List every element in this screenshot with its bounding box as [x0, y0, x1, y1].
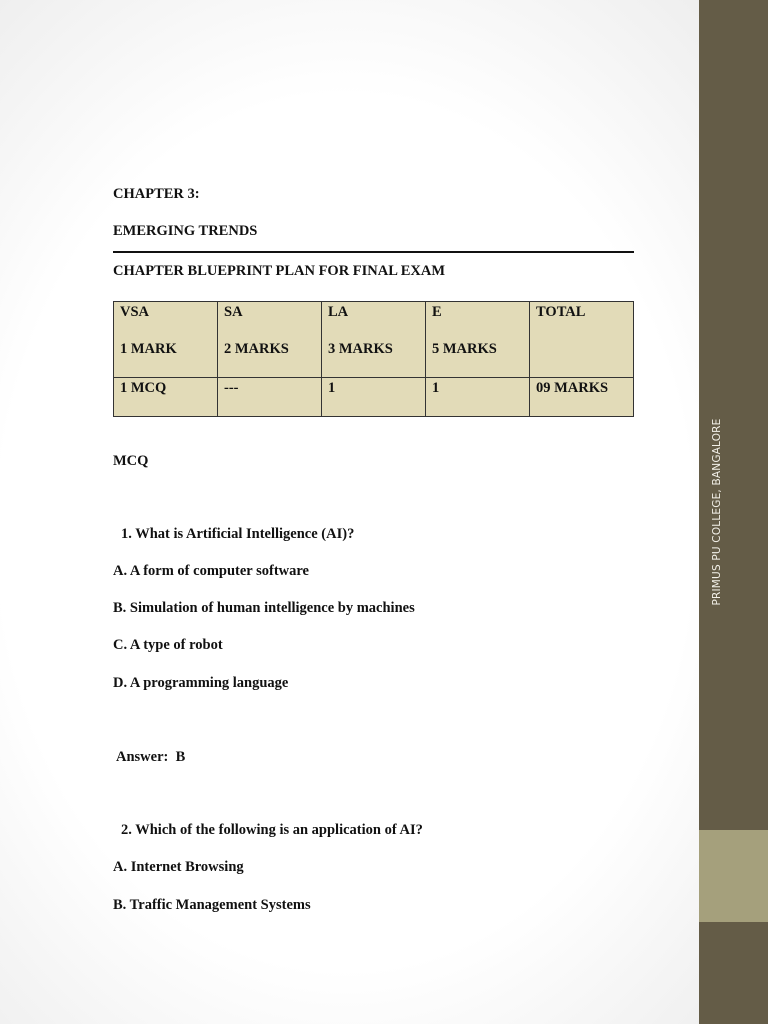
column-marks: 1 MARK: [120, 341, 177, 357]
blueprint-count-vsa: 1 MCQ: [114, 378, 218, 417]
blueprint-count-sa: ---: [218, 378, 322, 417]
option-d: D. A programming language: [113, 675, 289, 691]
option-c: C. A type of robot: [113, 637, 223, 653]
column-type: TOTAL: [536, 304, 586, 320]
option-a: A. Internet Browsing: [113, 859, 244, 875]
title-divider: [113, 251, 634, 253]
column-type: E: [432, 304, 442, 320]
blueprint-count-total: 09 MARKS: [530, 378, 634, 417]
sidebar-accent-block: [699, 830, 768, 922]
answer-text: Answer: B: [116, 749, 186, 765]
blueprint-header-row: [114, 302, 634, 378]
blueprint-cell-sa: [218, 302, 322, 378]
blueprint-count-e: 1: [426, 378, 530, 417]
column-type: LA: [328, 304, 349, 320]
blueprint-table: [113, 301, 634, 417]
blueprint-cell-e: [426, 302, 530, 378]
question-text: 1. What is Artificial Intelligence (AI)?: [121, 526, 355, 542]
blueprint-cell-vsa: [114, 302, 218, 378]
option-a: A. A form of computer software: [113, 563, 309, 579]
question-text: 2. Which of the following is an application of AI?: [121, 822, 423, 838]
column-type: SA: [224, 304, 243, 320]
column-marks: 2 MARKS: [224, 341, 289, 357]
option-b: B. Traffic Management Systems: [113, 897, 311, 913]
blueprint-heading: CHAPTER BLUEPRINT PLAN FOR FINAL EXAM: [113, 263, 446, 279]
section-label: MCQ: [113, 453, 149, 469]
blueprint-cell-la: [322, 302, 426, 378]
sidebar-band: [699, 0, 768, 1024]
blueprint-data-row: [114, 378, 634, 417]
column-marks: 3 MARKS: [328, 341, 393, 357]
chapter-title: EMERGING TRENDS: [113, 223, 258, 239]
college-name: PRIMUS PU COLLEGE, BANGALORE: [711, 418, 723, 606]
blueprint-count-la: 1: [322, 378, 426, 417]
column-type: VSA: [120, 304, 150, 320]
column-marks: 5 MARKS: [432, 341, 497, 357]
chapter-number: CHAPTER 3:: [113, 186, 200, 202]
blueprint-cell-total: [530, 302, 634, 378]
option-b: B. Simulation of human intelligence by machines: [113, 600, 415, 616]
